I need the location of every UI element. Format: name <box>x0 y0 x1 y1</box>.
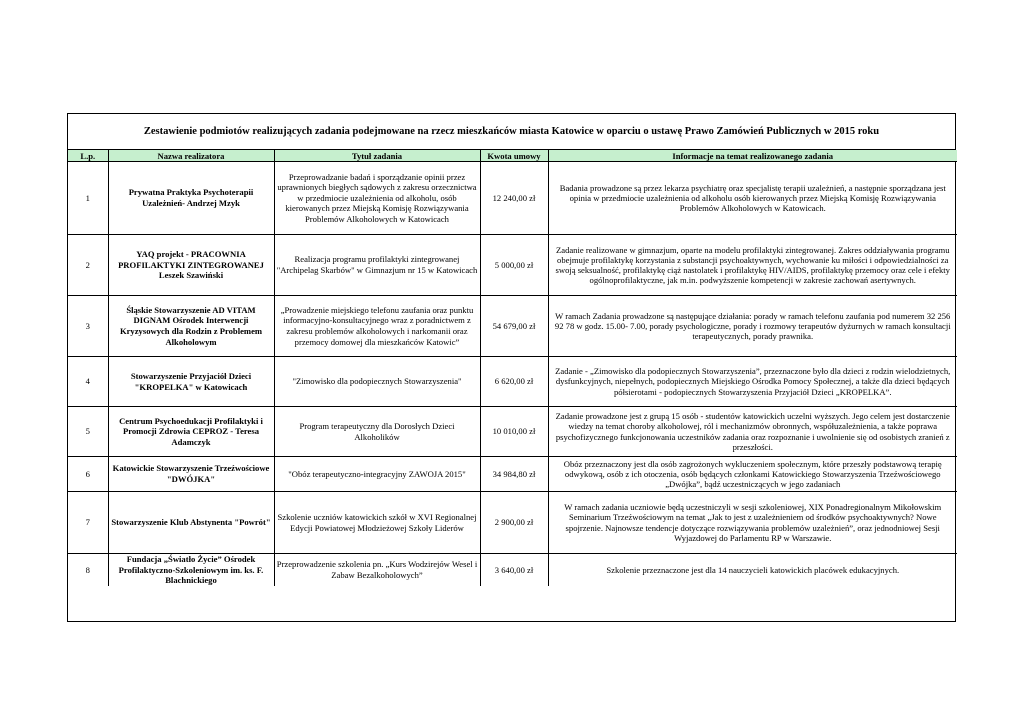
header-lp: L.p. <box>68 150 108 162</box>
cell-amount: 5 000,00 zł <box>480 235 548 296</box>
table-row <box>68 357 957 407</box>
table-row <box>68 554 957 586</box>
header-amount: Kwota umowy <box>480 150 548 162</box>
cell-lp: 5 <box>68 407 108 457</box>
cell-name: Prywatna Praktyka Psychoterapii Uzależnień- Andrzej Mzyk <box>108 162 274 235</box>
cell-info: W ramach zadania uczniowie będą uczestniczyli w sesji szkoleniowej, XIX Ponadregionalnym Mikołowskim Seminarium Trzeźwościowym na temat „Jak to jest z uzależnieniem od środków psychoaktywnych? Nowe spojrzenie. Najnowsze tendencje dotyczące rozwiązywania problemów uzależnień”, oraz jednodniowej Sesji Wyjazdowej do Parlamentu RP w Warszawie. <box>548 492 957 554</box>
cell-lp: 6 <box>68 457 108 492</box>
cell-lp: 4 <box>68 357 108 407</box>
cell-title: "Zimowisko dla podopiecznych Stowarzyszenia" <box>274 357 480 407</box>
table-row <box>68 296 957 357</box>
header-name: Nazwa realizatora <box>108 150 274 162</box>
cell-title: Przeprowadzenie szkolenia pn. „Kurs Wodzirejów Wesel i Zabaw Bezalkoholowych” <box>274 554 480 586</box>
cell-title: Program terapeutyczny dla Dorosłych Dzieci Alkoholików <box>274 407 480 457</box>
cell-info: Zadanie prowadzone jest z grupą 15 osób - studentów katowickich uczelni wyższych. Jego celem jest dostarczenie wiedzy na temat choroby alkoholowej, ról i mechanizmów obronnych, współuzależnienia, a także poprawa psychofizycznego funkcjonowania uczestników zadania oraz rozpoznanie i uwolnienie się od osobistych zranień z przeszłości. <box>548 407 957 457</box>
table-row <box>68 457 957 492</box>
table-row <box>68 407 957 457</box>
cell-title: Szkolenie uczniów katowickich szkół w XVI Regionalnej Edycji Powiatowej Młodzieżowej Szkoły Liderów <box>274 492 480 554</box>
cell-info: Zadanie realizowane w gimnazjum, oparte na modelu profilaktyki zintegrowanej. Zakres oddziaływania programu obejmuje profilaktykę korzystania z substancji psychoaktywnych, wychowanie ku miłości i odpowiedzialności za swoją seksualność, profilaktykę ciąż nastolatek i profilaktykę HIV/AIDS, profilaktykę przemocy oraz cele i efekty ogólnoprofilaktyczne, jak m.in. podwyższenie kompetencji w zakresie zachowań asertywnych. <box>548 235 957 296</box>
cell-info: Szkolenie przeznaczone jest dla 14 nauczycieli katowickich placówek edukacyjnych. <box>548 554 957 586</box>
table-row <box>68 492 957 554</box>
cell-name: Katowickie Stowarzyszenie Trzeźwościowe "DWÓJKA" <box>108 457 274 492</box>
cell-info: Badania prowadzone są przez lekarza psychiatrę oraz specjalistę terapii uzależnień, a następnie sporządzana jest opinia w przedmiocie uzależnienia od alkoholu osób kierowanych przez Miejską Komisję Rozwiązywania Problemów Alkoholowych w Katowicach. <box>548 162 957 235</box>
cell-amount: 54 679,00 zł <box>480 296 548 357</box>
cell-info: W ramach Zadania prowadzone są następujące działania: porady w ramach telefonu zaufania pod numerem 32 256 92 78 w godz. 15.00- 7.00, porady psychologiczne, porady i rozmowy terapeutów dyżurnych w ramach konsultacji terapeutycznych, porady prawnika. <box>548 296 957 357</box>
cell-title: „Prowadzenie miejskiego telefonu zaufania oraz punktu informacyjno-konsultacyjnego wraz z poradnictwem z zakresu problemów alkoholowych i narkomanii oraz przemocy domowej dla mieszkańców Katowic” <box>274 296 480 357</box>
cell-amount: 34 984,80 zł <box>480 457 548 492</box>
cell-info: Obóz przeznaczony jest dla osób zagrożonych wykluczeniem społecznym, które przeszły podstawową terapię odwykową, osób z ich otoczenia, osób będących członkami Katowickiego Stowarzyszenia Trzeźwościowego „Dwójka”, bądź uczestniczących w jego zadaniach <box>548 457 957 492</box>
cell-amount: 12 240,00 zł <box>480 162 548 235</box>
cell-amount: 2 900,00 zł <box>480 492 548 554</box>
cell-name: Centrum Psychoedukacji Profilaktyki i Promocji Zdrowia CEPROZ - Teresa Adamczyk <box>108 407 274 457</box>
table-row <box>68 235 957 296</box>
table-row <box>68 162 957 235</box>
cell-title: Przeprowadzanie badań i sporządzanie opinii przez uprawnionych biegłych sądowych z zakresu orzecznictwa w przedmiocie uzależnienia od alkoholu, osób kierowanych przez Miejską Komisję Rozwiązywania Problemów Alkoholowych w Katowicach <box>274 162 480 235</box>
report-sheet <box>67 113 956 622</box>
cell-amount: 6 620,00 zł <box>480 357 548 407</box>
cell-name: YAQ projekt - PRACOWNIA PROFILAKTYKI ZINTEGROWANEJ Leszek Szawiński <box>108 235 274 296</box>
cell-amount: 3 640,00 zł <box>480 554 548 586</box>
header-title: Tytuł zadania <box>274 150 480 162</box>
cell-name: Śląskie Stowarzyszenie AD VITAM DIGNAM Ośrodek Interwencji Kryzysowych dla Rodzin z Problemem Alkoholowym <box>108 296 274 357</box>
cell-lp: 1 <box>68 162 108 235</box>
cell-lp: 8 <box>68 554 108 586</box>
cell-lp: 7 <box>68 492 108 554</box>
header-info: Informacje na temat realizowanego zadania <box>548 150 957 162</box>
cell-name: Stowarzyszenie Klub Abstynenta "Powrót" <box>108 492 274 554</box>
cell-name: Stowarzyszenie Przyjaciół Dzieci "KROPELKA" w Katowicach <box>108 357 274 407</box>
report-title: Zestawienie podmiotów realizujących zadania podejmowane na rzecz mieszkańców miasta Katowice w oparciu o ustawę Prawo Zamówień Publicznych w 2015 roku <box>68 114 955 150</box>
cell-lp: 3 <box>68 296 108 357</box>
cell-title: Realizacja programu profilaktyki zintegrowanej "Archipelag Skarbów" w Gimnazjum nr 15 w Katowicach <box>274 235 480 296</box>
cell-name: Fundacja „Światło Życie” Ośrodek Profilaktyczno-Szkoleniowym im. ks. F. Blachnickiego <box>108 554 274 586</box>
cell-title: "Obóz terapeutyczno-integracyjny ZAWOJA 2015" <box>274 457 480 492</box>
contractors-table <box>68 150 957 586</box>
table-header-row <box>68 150 957 162</box>
cell-lp: 2 <box>68 235 108 296</box>
cell-info: Zadanie - „Zimowisko dla podopiecznych Stowarzyszenia”, przeznaczone było dla dzieci z rodzin wielodzietnych, dysfunkcyjnych, niepełnych, podopiecznych Miejskiego Ośrodka Pomocy Społecznej, a także dla dzieci będących półsierotami - podopiecznych Stowarzyszenia Przyjaciół Dzieci „KROPELKA”. <box>548 357 957 407</box>
cell-amount: 10 010,00 zł <box>480 407 548 457</box>
